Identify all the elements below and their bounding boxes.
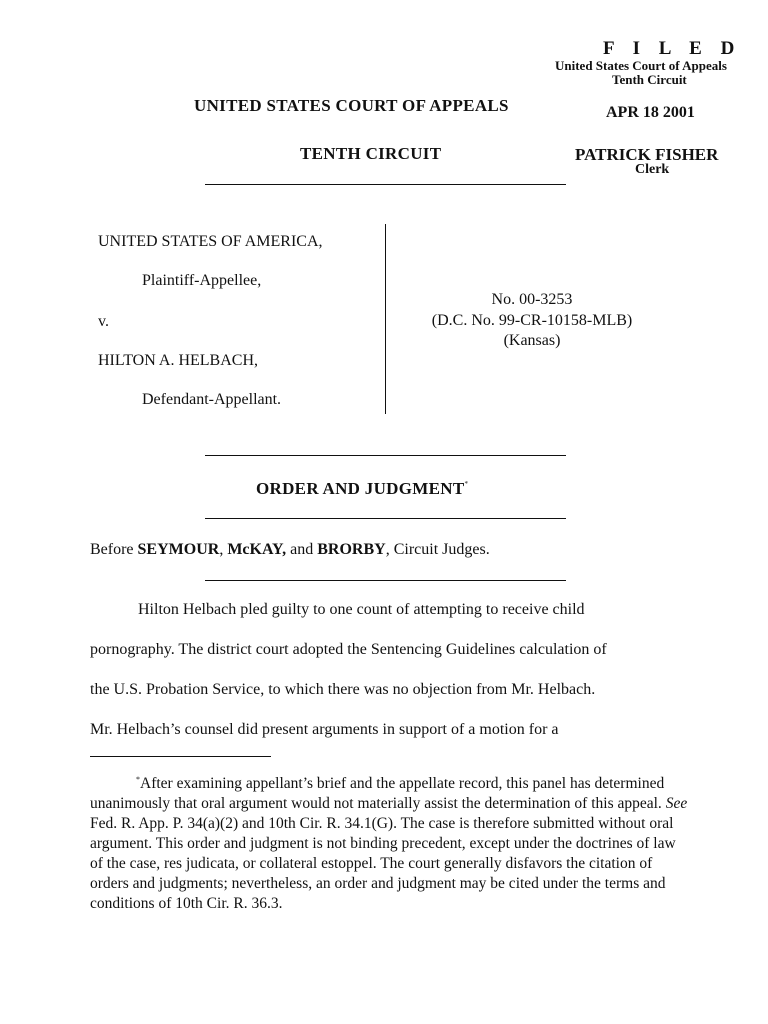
judge-seymour: SEYMOUR: [137, 541, 220, 558]
judge-mckay: McKAY,: [227, 541, 287, 558]
panel-judges: [90, 541, 490, 559]
filed-stamp-circuit: Tenth Circuit: [612, 72, 687, 87]
title-rule-bottom: [205, 518, 566, 519]
heading-rule: [205, 184, 566, 185]
caption-versus: v.: [98, 313, 109, 330]
filed-stamp-clerk-title: Clerk: [635, 162, 670, 177]
document-title: [256, 479, 468, 499]
caption-divider: [385, 224, 386, 414]
before-sep1: ,: [219, 541, 228, 558]
caption-defendant-role: Defendant-Appellant.: [142, 391, 282, 408]
body-line: the U.S. Probation Service, to which there was no objection from Mr. Helbach.: [90, 681, 596, 698]
case-number: No. 00-3253: [491, 291, 573, 308]
body-line: pornography. The district court adopted the Sentencing Guidelines calculation of: [90, 641, 607, 658]
footnote-mark: *: [136, 775, 140, 784]
before-prefix: Before: [90, 541, 138, 558]
before-suffix: , Circuit Judges.: [385, 541, 490, 558]
court-circuit: TENTH CIRCUIT: [300, 144, 442, 163]
caption-plaintiff: UNITED STATES OF AMERICA,: [98, 233, 323, 250]
district-name: (Kansas): [503, 332, 561, 349]
footnote: [90, 770, 690, 914]
filed-stamp-court: United States Court of Appeals: [555, 58, 727, 73]
title-rule-top: [205, 455, 566, 456]
judge-brorby: BRORBY: [317, 541, 386, 558]
body-line: Hilton Helbach pled guilty to one count of attempting to receive child: [138, 601, 585, 618]
filed-stamp-date: APR 18 2001: [606, 104, 695, 121]
filed-stamp-clerk-name: PATRICK FISHER: [575, 145, 719, 164]
body-line: Mr. Helbach’s counsel did present arguments in support of a motion for a: [90, 721, 559, 738]
before-rule: [205, 580, 566, 581]
footnote-rule: [90, 756, 271, 757]
court-name: UNITED STATES COURT OF APPEALS: [194, 96, 509, 115]
caption-plaintiff-role: Plaintiff-Appellee,: [142, 272, 262, 289]
district-court-number: (D.C. No. 99-CR-10158-MLB): [431, 312, 633, 329]
footnote-text-part2: Fed. R. App. P. 34(a)(2) and 10th Cir. R. 34.1(G). The case is therefore submitted without oral argument. This order and judgment is not binding precedent, except under the doctrines of law of the case, res judicata, or collateral estoppel. The court generally disfavors the citation of orders and judgments; nevertheless, an order and judgment may be cited under the terms and conditions of 10th Cir. R. 36.3.: [90, 815, 676, 912]
before-sep2: and: [286, 541, 318, 558]
title-footnote-mark: *: [464, 480, 469, 488]
filed-stamp-title: F I L E D: [603, 38, 742, 59]
footnote-see: See: [665, 795, 688, 812]
document-title-text: ORDER AND JUDGMENT: [256, 479, 465, 498]
caption-defendant: HILTON A. HELBACH,: [98, 352, 259, 369]
footnote-text-part1: After examining appellant’s brief and the appellate record, this panel has determined unanimously that oral argument would not materially assist the determination of this appeal.: [90, 775, 666, 812]
